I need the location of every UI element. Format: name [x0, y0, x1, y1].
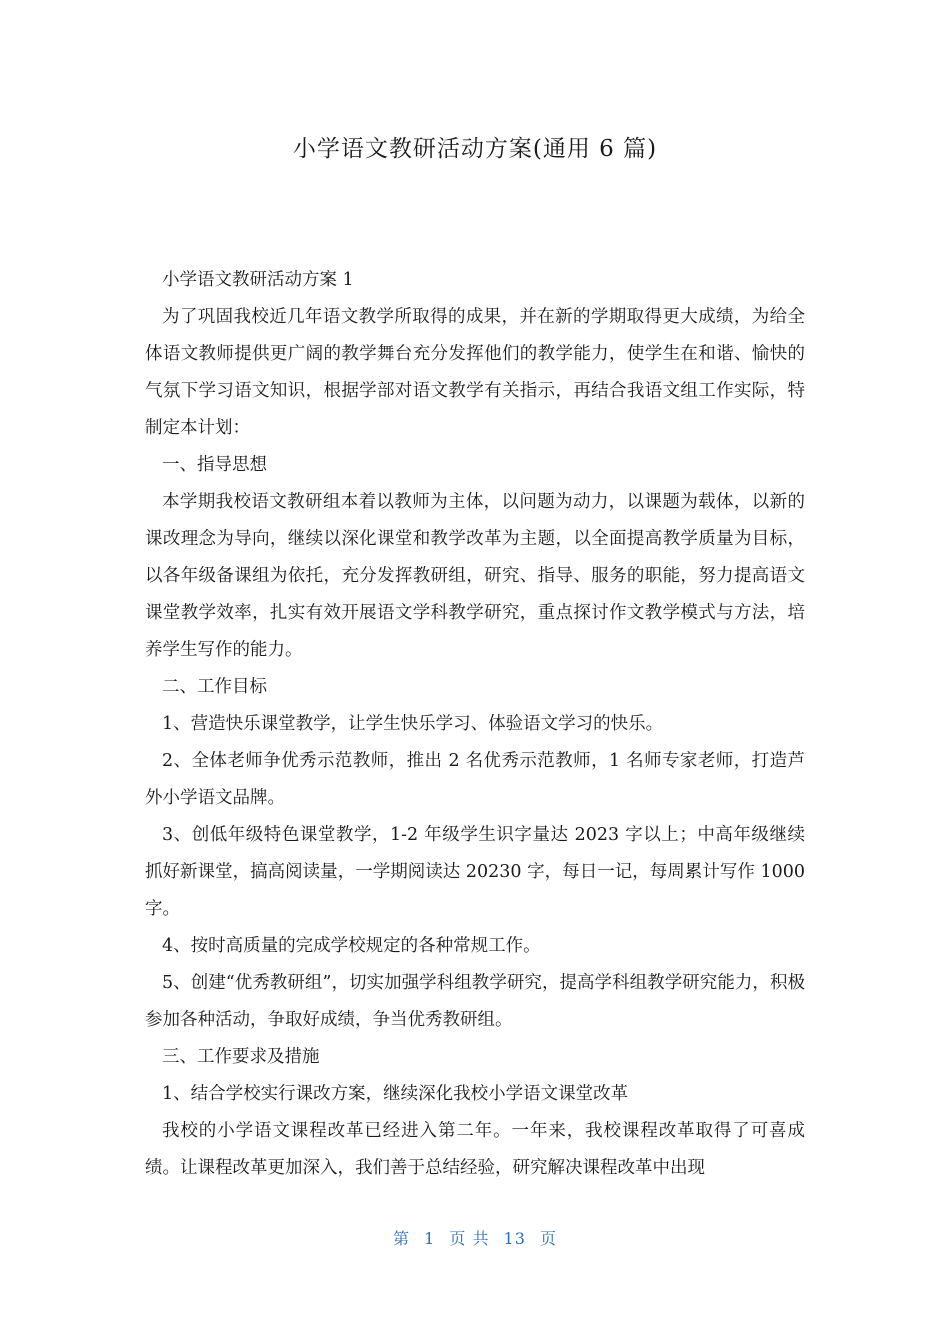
footer-suffix: 页 [540, 1229, 558, 1248]
paragraph: 为了巩固我校近几年语文教学所取得的成果，并在新的学期取得更大成绩，为给全体语文教师提供更广阔的教学舞台充分发挥他们的教学能力，使学生在和谐、愉快的气氛下学习语文知识，根据学部对语文教学有关指示，再结合我语文组工作实际，特制定本计划： [145, 307, 805, 438]
section-heading: 二、工作目标 [162, 677, 267, 697]
section-heading: 一、指导思想 [162, 455, 267, 475]
footer-mid: 页 共 [449, 1229, 490, 1248]
footer-page-number: 1 [424, 1229, 436, 1248]
list-item: 5、创建“优秀教研组”，切实加强学科组教学研究，提高学科组教学研究能力，积极参加各种活动，争取好成绩，争当优秀教研组。 [145, 973, 805, 1030]
list-item: 1、结合学校实行课改方案，继续深化我校小学语文课堂改革 [162, 1084, 629, 1104]
paragraph: 本学期我校语文教研组本着以教师为主体，以问题为动力，以课题为载体，以新的课改理念为导向，继续以深化课堂和教学改革为主题，以全面提高教学质量为目标，以各年级备课组为依托，充分发挥教研组，研究、指导、服务的职能，努力提高语文课堂教学效率，扎实有效开展语文学科教学研究，重点探讨作文教学模式与方法，培养学生写作的能力。 [145, 492, 805, 660]
footer-total-pages: 13 [503, 1229, 526, 1248]
page-footer [0, 1226, 950, 1249]
document-body [145, 262, 805, 1187]
list-item: 3、创低年级特色课堂教学，1-2 年级学生识字量达 2023 字以上；中高年级继续抓好新课堂，搞高阅读量，一学期阅读达 20230 字，每日一记，每周累计写作 1000 字。 [145, 825, 805, 919]
list-item: 2、全体老师争优秀示范教师，推出 2 名优秀示范教师，1 名师专家老师，打造芦外小学语文品牌。 [145, 751, 805, 808]
list-item: 4、按时高质量的完成学校规定的各种常规工作。 [162, 936, 541, 956]
section-heading: 三、工作要求及措施 [162, 1047, 320, 1067]
section-heading: 小学语文教研活动方案 1 [162, 270, 354, 290]
footer-prefix: 第 [392, 1229, 410, 1248]
document-title: 小学语文教研活动方案(通用 6 篇) [292, 136, 658, 162]
paragraph: 我校的小学语文课程改革已经进入第二年。一年来，我校课程改革取得了可喜成绩。让课程改革更加深入，我们善于总结经验，研究解决课程改革中出现 [145, 1121, 805, 1178]
list-item: 1、营造快乐课堂教学，让学生快乐学习、体验语文学习的快乐。 [162, 714, 664, 734]
